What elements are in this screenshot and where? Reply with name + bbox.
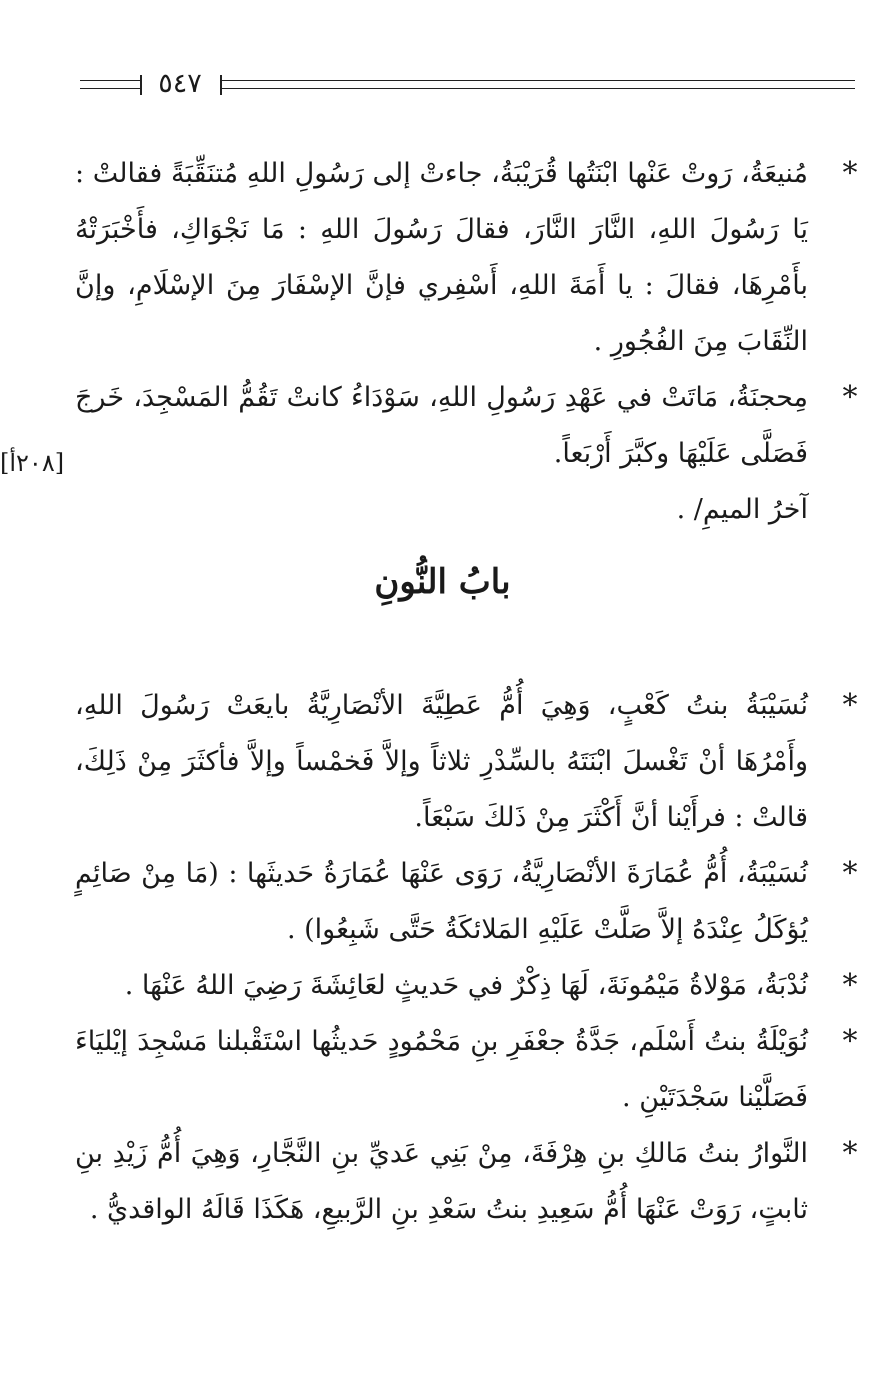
entries-block-mim — [75, 146, 858, 538]
section-heading-nun: بابُ النُّونِ — [374, 562, 511, 602]
entry-munia — [75, 146, 858, 370]
page-number: ٥٤٧ — [158, 68, 202, 99]
entry-asterisk-icon: * — [842, 688, 858, 723]
entry-nuwayla — [75, 1014, 858, 1126]
entry-asterisk-icon: * — [842, 156, 858, 191]
header-rule-right — [220, 80, 855, 89]
entry-asterisk-icon: * — [842, 380, 858, 415]
entry-nudba — [75, 958, 858, 1014]
entries-block-nun — [75, 678, 858, 1238]
page-header — [80, 68, 855, 100]
entry-text: نُسَيْبَةُ، أُمُّ عُمَارَةَ الأنْصَارِيَّةُ، رَوَى عَنْهَا عُمَارَةُ حَديثَها : (مَا مِنْ صَائِمٍ يُؤكَلُ عِنْدَهُ إلاَّ صَلَّتْ عَلَيْهِ المَلائكَةُ حَتَّى شَبِعُوا) . — [75, 858, 808, 945]
entry-text: نُسَيْبَةُ بنتُ كَعْبٍ، وَهِيَ أُمُّ عَطِيَّةَ الأنْصَارِيَّةُ بايعَتْ رَسُولَ اللهِ، وأَمْرُهَا أنْ تَغْسلَ ابْنَتَهُ بالسِّدْرِ ثلاثاً وإلاَّ فَخمْساً وإلاَّ فأكثَرَ مِنْ ذَلِكَ، قالتْ : فرأَيْنا أنَّ أَكْثَرَ مِنْ ذَلكَ سَبْعَاً. — [75, 690, 808, 833]
entry-nusayba-umm-umara — [75, 846, 858, 958]
entry-text: مُنيعَةُ، رَوتْ عَنْها ابْنَتُها قُرَيْبَةُ، جاءتْ إلى رَسُولِ اللهِ مُتنَقِّبَةً فقالتْ : يَا رَسُولَ اللهِ، النَّارَ النَّارَ، فقالَ رَسُولَ اللهِ : مَا نَجْوَاكِ، فأَخْبَرَتْهُ بأَمْرِهَا، فقالَ : يا أَمَةَ اللهِ، أَسْفِري فإنَّ الإسْفَارَ مِنَ الإسْلَامِ، وإنَّ النِّقَابَ مِنَ الفُجُورِ . — [75, 158, 808, 357]
entry-mihjana — [75, 370, 858, 482]
margin-folio-reference: [٢٠٨أ] — [0, 449, 65, 477]
entry-asterisk-icon: * — [842, 856, 858, 891]
entry-text: نُوَيْلَةُ بنتُ أَسْلَم، جَدَّةُ جعْفَرِ بنِ مَحْمُودٍ حَديثُها اسْتَقْبلنا مَسْجِدَ إيْليَاءَ فَصَلَّيْنا سَجْدَتَيْنِ . — [75, 1026, 808, 1113]
entry-nusayba-bint-kab — [75, 678, 858, 846]
entry-asterisk-icon: * — [842, 1136, 858, 1171]
entry-asterisk-icon: * — [842, 1024, 858, 1059]
end-of-mim-note: آخرُ الميمِ/ . — [676, 494, 808, 525]
entry-text: النَّوارُ بنتُ مَالكِ بنِ هِرْفَةَ، مِنْ بَنِي عَديِّ بنِ النَّجَّارِ، وَهِيَ أُمُّ زَيْدِ بنِ ثابتٍ، رَوَتْ عَنْهَا أُمُّ سَعِيدِ بنتُ سَعْدِ بنِ الرَّبيعِ، هَكَذَا قَالَهُ الواقديُّ . — [75, 1138, 808, 1225]
header-rule-left — [80, 80, 140, 89]
entry-text: مِحجنَةُ، مَاتَتْ في عَهْدِ رَسُولِ اللهِ، سَوْدَاءُ كانتْ تَقُمُّ المَسْجِدَ، خَرجَ فَصَلَّى عَلَيْهَا وكبَّرَ أَرْبَعاً. — [75, 382, 808, 469]
entry-asterisk-icon: * — [842, 968, 858, 1003]
entry-al-nawar — [75, 1126, 858, 1238]
entry-text: نُدْبَةُ، مَوْلاةُ مَيْمُونَةَ، لَهَا ذِكْرٌ في حَديثٍ لعَائِشَةَ رَضِيَ اللهُ عَنْهَا . — [124, 970, 808, 1001]
